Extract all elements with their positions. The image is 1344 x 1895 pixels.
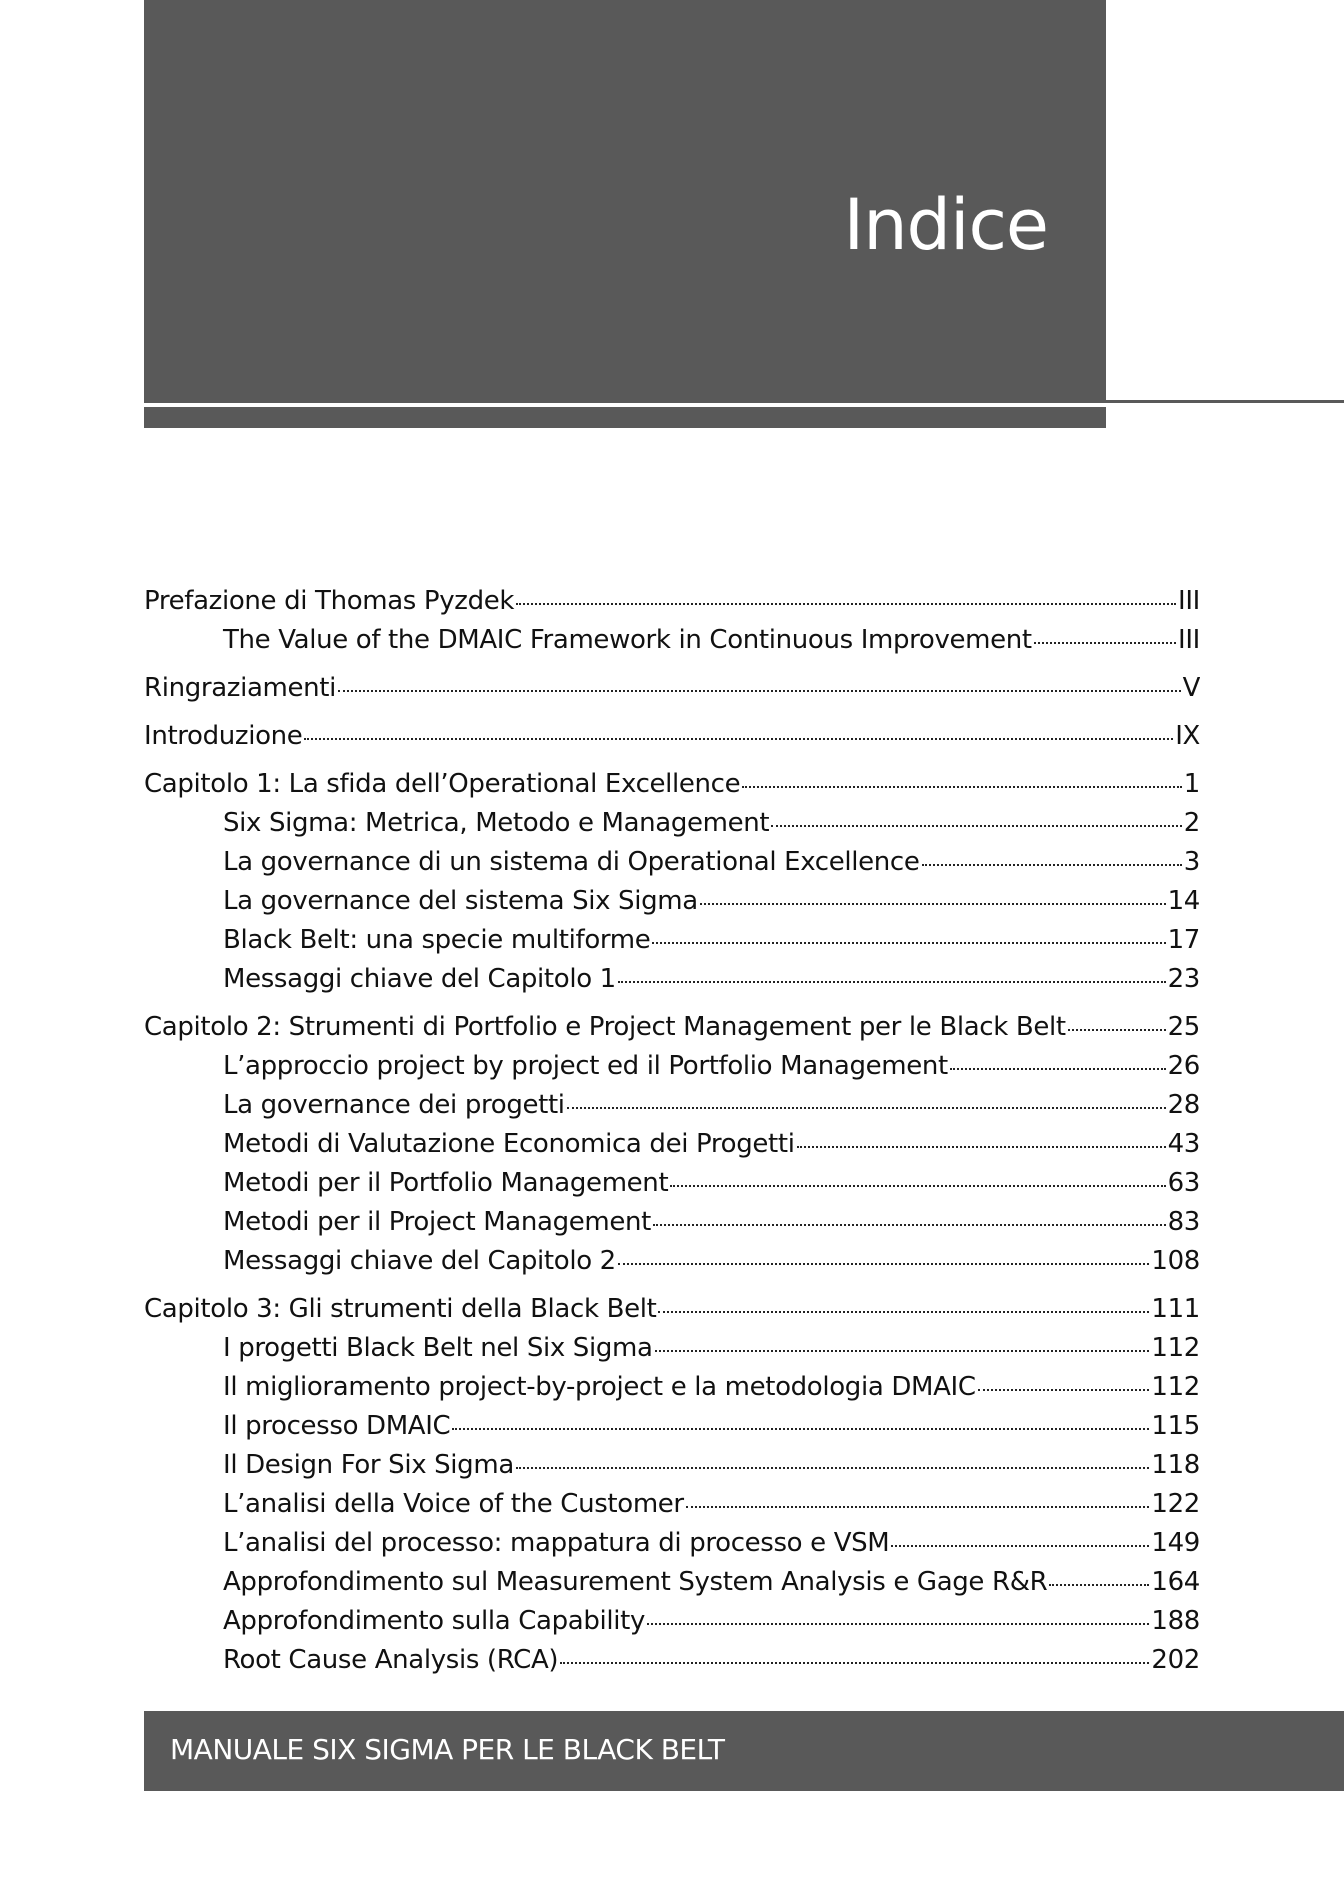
toc-dot-leader — [618, 981, 1166, 983]
toc-entry[interactable] — [144, 843, 1200, 882]
toc-entry[interactable] — [144, 960, 1200, 999]
toc-entry-page: V — [1182, 673, 1200, 703]
toc-dot-leader — [950, 1068, 1166, 1070]
toc-entry-title: Il miglioramento project-by-project e la metodologia DMAIC — [223, 1372, 976, 1402]
toc-entry[interactable] — [144, 669, 1200, 708]
toc-entry[interactable] — [144, 1008, 1200, 1047]
toc-dot-leader — [771, 825, 1182, 827]
toc-dot-leader — [978, 1389, 1150, 1391]
toc-dot-leader — [516, 1467, 1150, 1469]
toc-entry[interactable] — [144, 921, 1200, 960]
footer-title: MANUALE SIX SIGMA PER LE BLACK BELT — [170, 1733, 725, 1766]
toc-dot-leader — [647, 1623, 1149, 1625]
toc-entry[interactable] — [144, 621, 1200, 660]
toc-dot-leader — [304, 738, 1173, 740]
toc-dot-leader — [516, 603, 1176, 605]
toc-entry-title: Capitolo 3: Gli strumenti della Black Belt — [144, 1294, 657, 1324]
toc-dot-leader — [1049, 1584, 1149, 1586]
toc-entry-page: 1 — [1183, 769, 1200, 799]
toc-entry[interactable] — [144, 1203, 1200, 1242]
toc-dot-leader — [922, 864, 1182, 866]
toc-entry-page: 43 — [1167, 1129, 1200, 1159]
toc-dot-leader — [891, 1545, 1149, 1547]
toc-entry-title: Approfondimento sulla Capability — [223, 1606, 646, 1636]
toc-entry[interactable] — [144, 1602, 1200, 1641]
toc-entry-page: 26 — [1167, 1051, 1200, 1081]
toc-dot-leader — [1068, 1029, 1166, 1031]
toc-entry-title: Messaggi chiave del Capitolo 2 — [223, 1246, 616, 1276]
page-title: Indice — [843, 184, 1048, 266]
toc-entry-page: 202 — [1151, 1645, 1200, 1675]
toc-entry[interactable] — [144, 1125, 1200, 1164]
toc-entry-title: Il processo DMAIC — [223, 1411, 451, 1441]
toc-entry-page: 164 — [1151, 1567, 1200, 1597]
toc-dot-leader — [670, 1185, 1165, 1187]
toc-entry[interactable] — [144, 1047, 1200, 1086]
toc-entry-page: 188 — [1151, 1606, 1200, 1636]
toc-entry-page: 118 — [1151, 1450, 1200, 1480]
toc-entry-title: Messaggi chiave del Capitolo 1 — [223, 964, 616, 994]
toc-entry-page: 63 — [1167, 1168, 1200, 1198]
toc-dot-leader — [618, 1263, 1150, 1265]
toc-entry[interactable] — [144, 1290, 1200, 1329]
toc-dot-leader — [742, 786, 1182, 788]
toc-entry-page: III — [1178, 586, 1200, 616]
toc-entry[interactable] — [144, 582, 1200, 621]
toc-dot-leader — [658, 1311, 1149, 1313]
toc-entry-page: 17 — [1167, 925, 1200, 955]
toc-dot-leader — [700, 903, 1166, 905]
toc-entry[interactable] — [144, 717, 1200, 756]
toc-entry[interactable] — [144, 804, 1200, 843]
toc-entry-title: Metodi per il Project Management — [223, 1207, 651, 1237]
toc-entry-title: Ringraziamenti — [144, 673, 337, 703]
toc-entry-title: Root Cause Analysis (RCA) — [223, 1645, 559, 1675]
toc-entry-page: 14 — [1167, 886, 1200, 916]
toc-entry-title: Metodi per il Portfolio Management — [223, 1168, 669, 1198]
toc-dot-leader — [567, 1107, 1166, 1109]
toc-entry-title: Il Design For Six Sigma — [223, 1450, 514, 1480]
toc-entry[interactable] — [144, 1086, 1200, 1125]
toc-entry[interactable] — [144, 882, 1200, 921]
toc-entry-title: Capitolo 2: Strumenti di Portfolio e Project Management per le Black Belt — [144, 1012, 1066, 1042]
toc-entry[interactable] — [144, 1446, 1200, 1485]
toc-entry-title: Introduzione — [144, 721, 303, 751]
toc-entry-title: La governance di un sistema di Operational Excellence — [223, 847, 920, 877]
toc-entry-title: L’analisi del processo: mappatura di processo e VSM — [223, 1528, 890, 1558]
toc-entry-title: Prefazione di Thomas Pyzdek — [144, 586, 515, 616]
toc-entry-page: 3 — [1183, 847, 1200, 877]
toc-entry-title: La governance del sistema Six Sigma — [223, 886, 698, 916]
table-of-contents — [144, 582, 1200, 1680]
toc-entry-page: 111 — [1151, 1294, 1200, 1324]
toc-dot-leader — [686, 1506, 1150, 1508]
toc-entry[interactable] — [144, 1329, 1200, 1368]
toc-entry-page: 149 — [1151, 1528, 1200, 1558]
toc-entry-page: 108 — [1151, 1246, 1200, 1276]
toc-entry-title: Approfondimento sul Measurement System Analysis e Gage R&R — [223, 1567, 1048, 1597]
toc-entry-page: 122 — [1151, 1489, 1200, 1519]
toc-dot-leader — [560, 1662, 1149, 1664]
toc-entry-title: I progetti Black Belt nel Six Sigma — [223, 1333, 653, 1363]
toc-entry-page: 2 — [1183, 808, 1200, 838]
toc-entry[interactable] — [144, 1164, 1200, 1203]
header-divider-bar — [144, 407, 1106, 428]
header-block — [144, 0, 1106, 400]
toc-entry[interactable] — [144, 1563, 1200, 1602]
toc-dot-leader — [655, 1350, 1150, 1352]
toc-entry-page: 23 — [1167, 964, 1200, 994]
toc-entry[interactable] — [144, 1641, 1200, 1680]
toc-entry-title: Black Belt: una specie multiforme — [223, 925, 651, 955]
toc-entry[interactable] — [144, 1524, 1200, 1563]
toc-entry-page: 112 — [1151, 1372, 1200, 1402]
toc-dot-leader — [797, 1146, 1166, 1148]
toc-entry[interactable] — [144, 1368, 1200, 1407]
toc-dot-leader — [338, 690, 1181, 692]
header-divider-line — [144, 400, 1344, 403]
toc-entry-page: 25 — [1167, 1012, 1200, 1042]
toc-entry-page: 28 — [1167, 1090, 1200, 1120]
toc-entry-title: L’approccio project by project ed il Portfolio Management — [223, 1051, 948, 1081]
toc-entry[interactable] — [144, 1485, 1200, 1524]
toc-entry[interactable] — [144, 1407, 1200, 1446]
toc-entry[interactable] — [144, 765, 1200, 804]
toc-entry[interactable] — [144, 1242, 1200, 1281]
toc-entry-title: The Value of the DMAIC Framework in Continuous Improvement — [223, 625, 1032, 655]
toc-entry-title: L’analisi della Voice of the Customer — [223, 1489, 684, 1519]
toc-entry-page: 83 — [1167, 1207, 1200, 1237]
footer-bar — [144, 1711, 1344, 1791]
toc-entry-page: IX — [1175, 721, 1200, 751]
toc-entry-title: Capitolo 1: La sfida dell’Operational Excellence — [144, 769, 741, 799]
toc-dot-leader — [452, 1428, 1149, 1430]
toc-dot-leader — [1034, 642, 1176, 644]
toc-entry-title: Six Sigma: Metrica, Metodo e Management — [223, 808, 770, 838]
toc-entry-page: III — [1178, 625, 1200, 655]
toc-dot-leader — [653, 1224, 1166, 1226]
toc-entry-page: 115 — [1151, 1411, 1200, 1441]
toc-dot-leader — [652, 942, 1165, 944]
toc-entry-title: La governance dei progetti — [223, 1090, 565, 1120]
toc-entry-page: 112 — [1151, 1333, 1200, 1363]
toc-entry-title: Metodi di Valutazione Economica dei Progetti — [223, 1129, 795, 1159]
